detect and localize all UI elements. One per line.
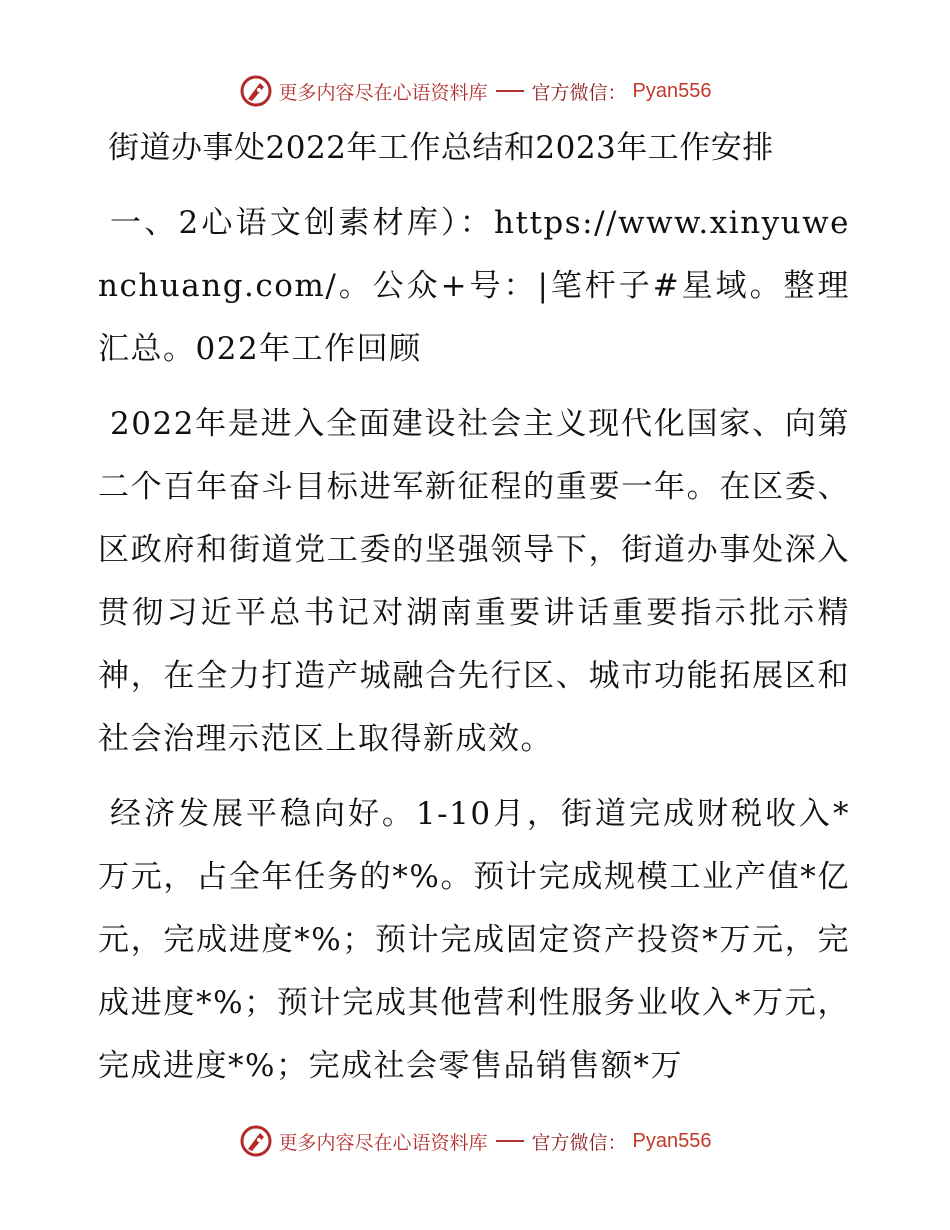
document-body — [98, 122, 850, 1098]
header-watermark — [0, 71, 950, 111]
watermark-official-label: 官方微信： — [531, 81, 627, 104]
watermark-wechat-id: Pyan556 — [632, 1129, 712, 1152]
document-title: 街道办事处2022年工作总结和2023年工作安排 — [108, 130, 774, 166]
watermark-divider — [496, 90, 524, 92]
footer-watermark — [0, 1121, 950, 1161]
watermark-text: 更多内容尽在心语资料库 — [278, 81, 488, 104]
paragraph-economy: 经济发展平稳向好。1-10月，街道完成财税收入*万元，占全年任务的*%。预计完成规模工业产值*亿元，完成进度*%；预计完成固定资产投资*万元，完成进度*%；预计完成其他营利性服务业收入*万元，完成进度*%；完成社会零售品销售额*万 — [98, 796, 850, 1084]
watermark-divider — [496, 1140, 524, 1142]
watermark-text: 更多内容尽在心语资料库 — [278, 1131, 488, 1154]
pen-nib-logo-icon — [239, 74, 273, 108]
pen-nib-logo-icon — [239, 1124, 273, 1158]
watermark-official-label: 官方微信： — [531, 1131, 627, 1154]
watermark-wechat-id: Pyan556 — [632, 79, 712, 102]
paragraph-intro: 2022年是进入全面建设社会主义现代化国家、向第二个百年奋斗目标进军新征程的重要一年。在区委、区政府和街道党工委的坚强领导下，街道办事处深入贯彻习近平总书记对湖南重要讲话重要指示批示精神，在全力打造产城融合先行区、城市功能拓展区和社会治理示范区上取得新成效。 — [98, 406, 850, 757]
paragraph-section-heading: 一、2心语文创素材库）：https://www.xinyuwenchuang.com/。公众+号：|笔杆子#星域。整理汇总。022年工作回顾 — [98, 205, 850, 367]
